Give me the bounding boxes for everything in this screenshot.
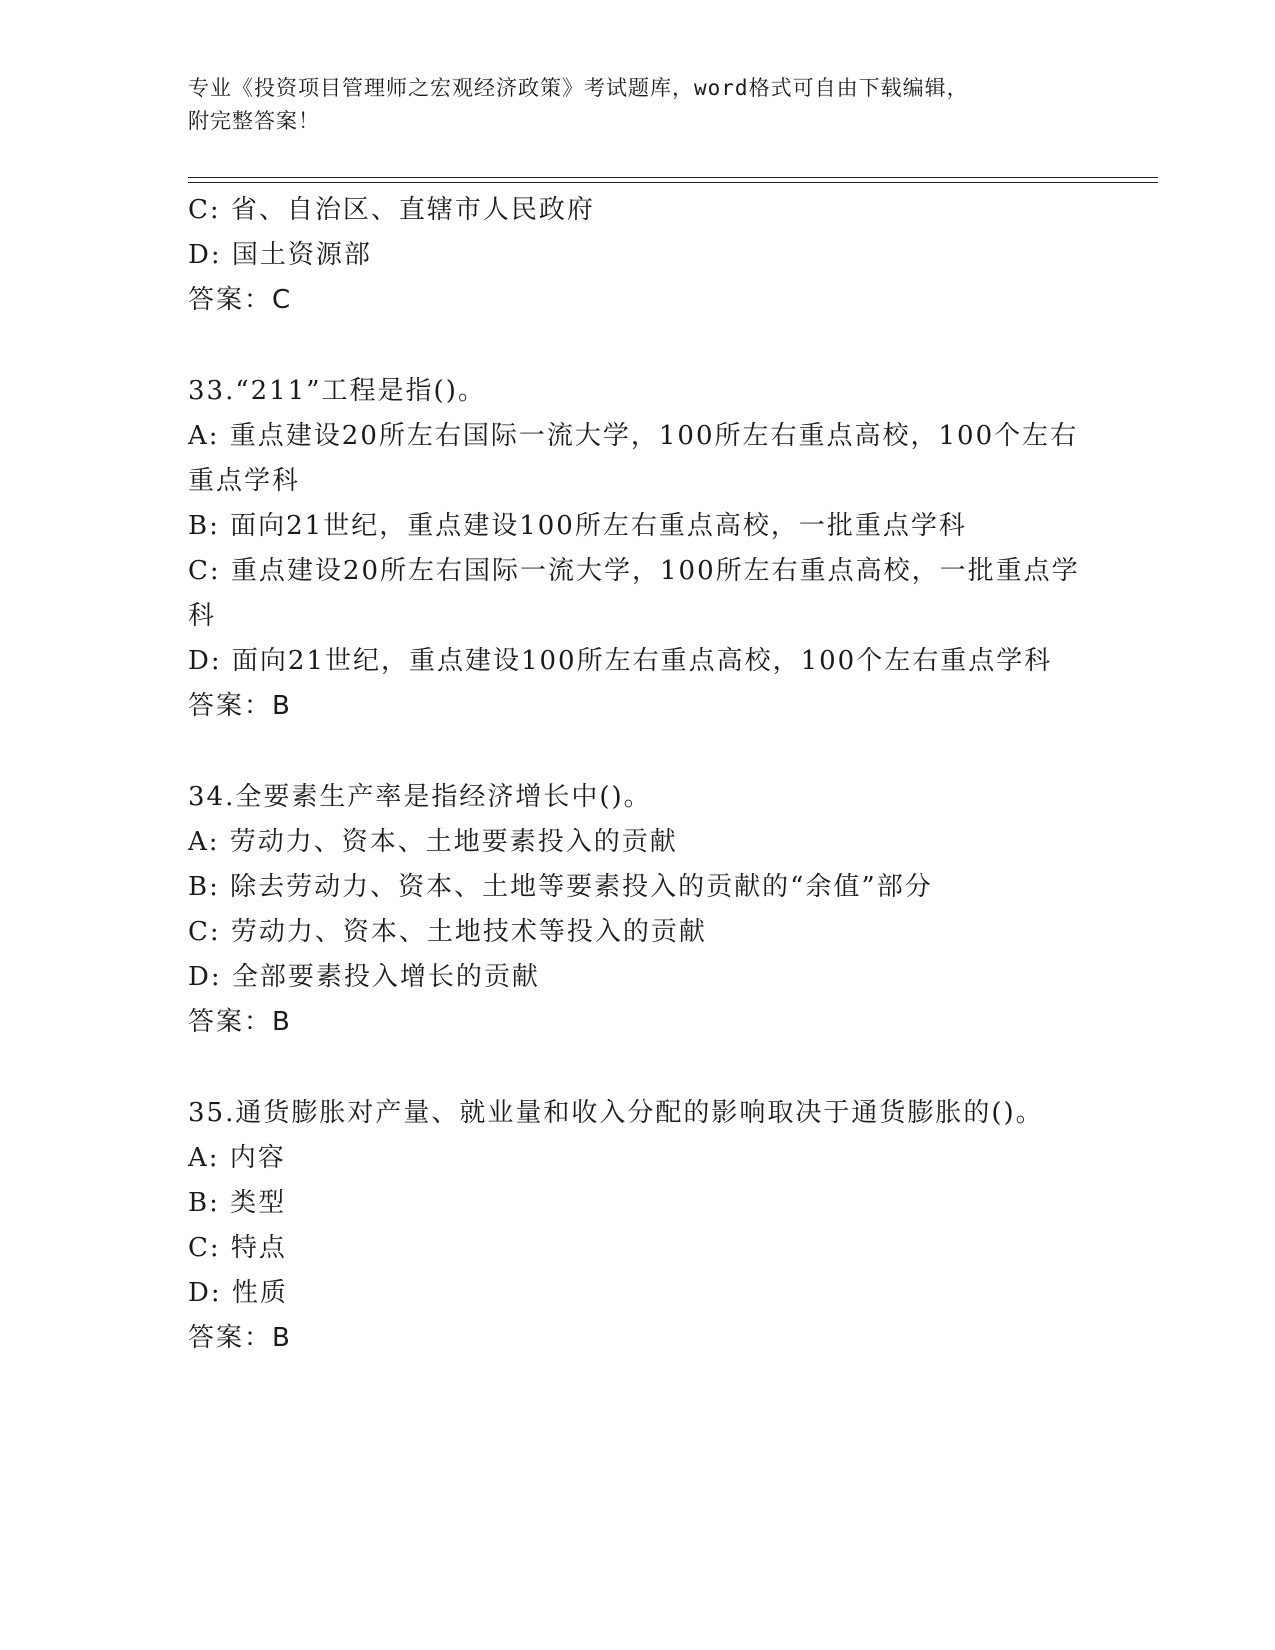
answer-line: 答案：B	[188, 1323, 292, 1353]
option-b: B: 面向21世纪，重点建设100所左右重点高校，一批重点学科	[188, 511, 967, 541]
question-stem: 34.全要素生产率是指经济增长中()。	[188, 782, 652, 812]
option-c: C: 省、自治区、直辖市人民政府	[188, 195, 595, 225]
spacer	[188, 729, 1088, 775]
option-a: A: 内容	[188, 1143, 286, 1173]
option-c: C: 劳动力、资本、土地技术等投入的贡献	[188, 917, 707, 947]
option-d: D: 性质	[188, 1278, 288, 1308]
header-line-1: 专业《投资项目管理师之宏观经济政策》考试题库，word格式可自由下载编辑，	[188, 76, 969, 100]
question-block-35	[188, 1091, 1088, 1361]
spacer	[188, 323, 1088, 369]
question-block-32	[188, 188, 1088, 323]
question-block-33	[188, 369, 1088, 729]
spacer	[188, 1045, 1088, 1091]
question-list	[188, 188, 1088, 1361]
option-a: A: 劳动力、资本、土地要素投入的贡献	[188, 827, 678, 857]
header-divider-top	[188, 177, 1158, 178]
header-line-2: 附完整答案！	[188, 109, 320, 133]
option-c: C: 重点建设20所左右国际一流大学，100所左右重点高校，一批重点学科	[188, 556, 1080, 631]
question-stem: 35.通货膨胀对产量、就业量和收入分配的影响取决于通货膨胀的()。	[188, 1098, 1044, 1128]
option-c: C: 特点	[188, 1233, 287, 1263]
option-a: A: 重点建设20所左右国际一流大学，100所左右重点高校，100个左右重点学科	[188, 421, 1079, 496]
question-block-34	[188, 775, 1088, 1045]
answer-line: 答案：B	[188, 691, 292, 721]
option-b: B: 类型	[188, 1188, 287, 1218]
option-d: D: 面向21世纪，重点建设100所左右重点高校，100个左右重点学科	[188, 646, 1053, 676]
answer-line: 答案：C	[188, 285, 293, 315]
option-d: D: 国土资源部	[188, 240, 372, 270]
header-divider-bottom	[188, 182, 1158, 183]
option-b: B: 除去劳动力、资本、土地等要素投入的贡献的“余值”部分	[188, 872, 933, 902]
question-stem: 33.“211”工程是指()。	[188, 376, 486, 406]
option-d: D: 全部要素投入增长的贡献	[188, 962, 540, 992]
answer-line: 答案：B	[188, 1007, 292, 1037]
document-header	[188, 72, 1088, 138]
